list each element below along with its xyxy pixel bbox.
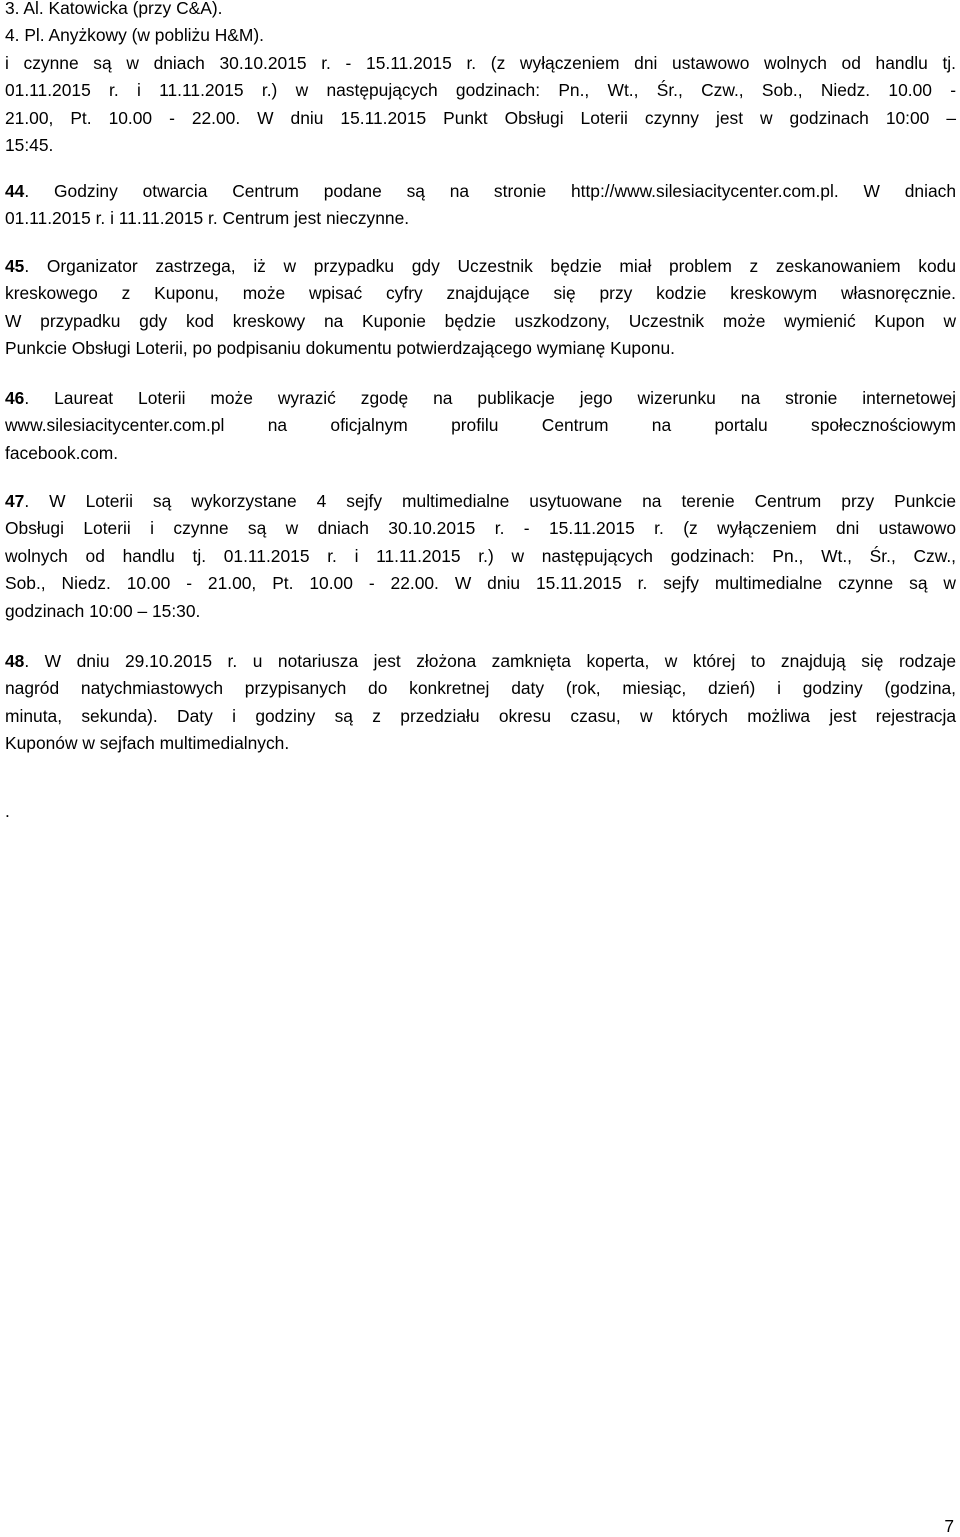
paragraph-47-line-1: 47. W Loterii są wykorzystane 4 sejfy multimedialne usytuowane na terenie Centrum przy Punkcie [5, 491, 956, 511]
paragraph-46-line-2: www.silesiacitycenter.com.pl na oficjalnym profilu Centrum na portalu społecznościowym [5, 415, 956, 436]
paragraph-45-line-4: Punkcie Obsługi Loterii, po podpisaniu dokumentu potwierdzającego wymianę Kuponu. [5, 338, 675, 359]
paragraph-45-line-2: kreskowego z Kuponu, może wpisać cyfry znajdujące się przy kodzie kreskowym własnoręcznie. [5, 283, 956, 304]
page-number: 7 [944, 1516, 954, 1536]
paragraph-47-line-2: Obsługi Loterii i czynne są w dniach 30.10.2015 r. - 15.11.2015 r. (z wyłączeniem dni ustawowo [5, 518, 956, 539]
list-item-3: 3. Al. Katowicka (przy C&A). [5, 0, 223, 18]
paragraph-45 [5, 253, 956, 363]
paragraph-45-line-3: W przypadku gdy kod kreskowy na Kuponie będzie uszkodzony, Uczestnik może wymienić Kupon w [5, 310, 956, 331]
paragraph-48-line-4: Kuponów w sejfach multimedialnych. [5, 733, 290, 754]
intro-line-4: 15:45. [5, 135, 54, 156]
intro-line-1: i czynne są w dniach 30.10.2015 r. - 15.11.2015 r. (z wyłączeniem dni ustawowo wolnych od handlu tj. [5, 52, 956, 73]
paragraph-44-line-1: 44. Godziny otwarcia Centrum podane są na stronie http://www.silesiacitycenter.com.pl. W dniach [5, 181, 956, 201]
paragraph-44-line-2: 01.11.2015 r. i 11.11.2015 r. Centrum jest nieczynne. [5, 208, 410, 229]
paragraph-number: 46 [5, 388, 25, 408]
paragraph-48-line-3: minuta, sekunda). Daty i godziny są z przedziału okresu czasu, w których możliwa jest rejestracja [5, 705, 956, 726]
paragraph-45-line-1: 45. Organizator zastrzega, iż w przypadku gdy Uczestnik będzie miał problem z zeskanowaniem kodu [5, 256, 956, 276]
paragraph-48-line-2: nagród natychmiastowych przypisanych do konkretnej daty (rok, miesiąc, dzień) i godziny (godzina, [5, 678, 956, 699]
paragraph-47 [5, 488, 956, 625]
paragraph-number: 48 [5, 651, 25, 671]
paragraph-number: 44 [5, 181, 25, 201]
paragraph-47-line-3: wolnych od handlu tj. 01.11.2015 r. i 11.11.2015 r.) w następujących godzinach: Pn., Wt., Śr., Czw., [5, 545, 956, 566]
paragraph-number: 47 [5, 491, 25, 511]
list-item-4: 4. Pl. Anyżkowy (w pobliżu H&M). [5, 25, 265, 46]
paragraph-46-line-1: 46. Laureat Loterii może wyrazić zgodę na publikacje jego wizerunku na stronie internetowej [5, 388, 956, 408]
paragraph-48 [5, 648, 956, 758]
paragraph-47-line-4: Sob., Niedz. 10.00 - 21.00, Pt. 10.00 - 22.00. W dniu 15.11.2015 r. sejfy multimedialne czynne są w [5, 573, 956, 594]
paragraph-46 [5, 385, 956, 467]
paragraph-47-line-5: godzinach 10:00 – 15:30. [5, 600, 201, 621]
paragraph-44 [5, 178, 956, 233]
intro-line-3: 21.00, Pt. 10.00 - 22.00. W dniu 15.11.2015 Punkt Obsługi Loterii czynny jest w godzinach 10:00 – [5, 107, 956, 128]
intro-block [5, 0, 956, 159]
paragraph-48-line-1: 48. W dniu 29.10.2015 r. u notariusza jest złożona zamknięta koperta, w której to znajdują się rodzaje [5, 651, 956, 671]
paragraph-46-line-3: facebook.com. [5, 442, 119, 463]
trailing-dot: . [5, 801, 10, 821]
intro-line-2: 01.11.2015 r. i 11.11.2015 r.) w następujących godzinach: Pn., Wt., Śr., Czw., Sob., Niedz. 10.00 - [5, 80, 956, 101]
paragraph-number: 45 [5, 256, 25, 276]
